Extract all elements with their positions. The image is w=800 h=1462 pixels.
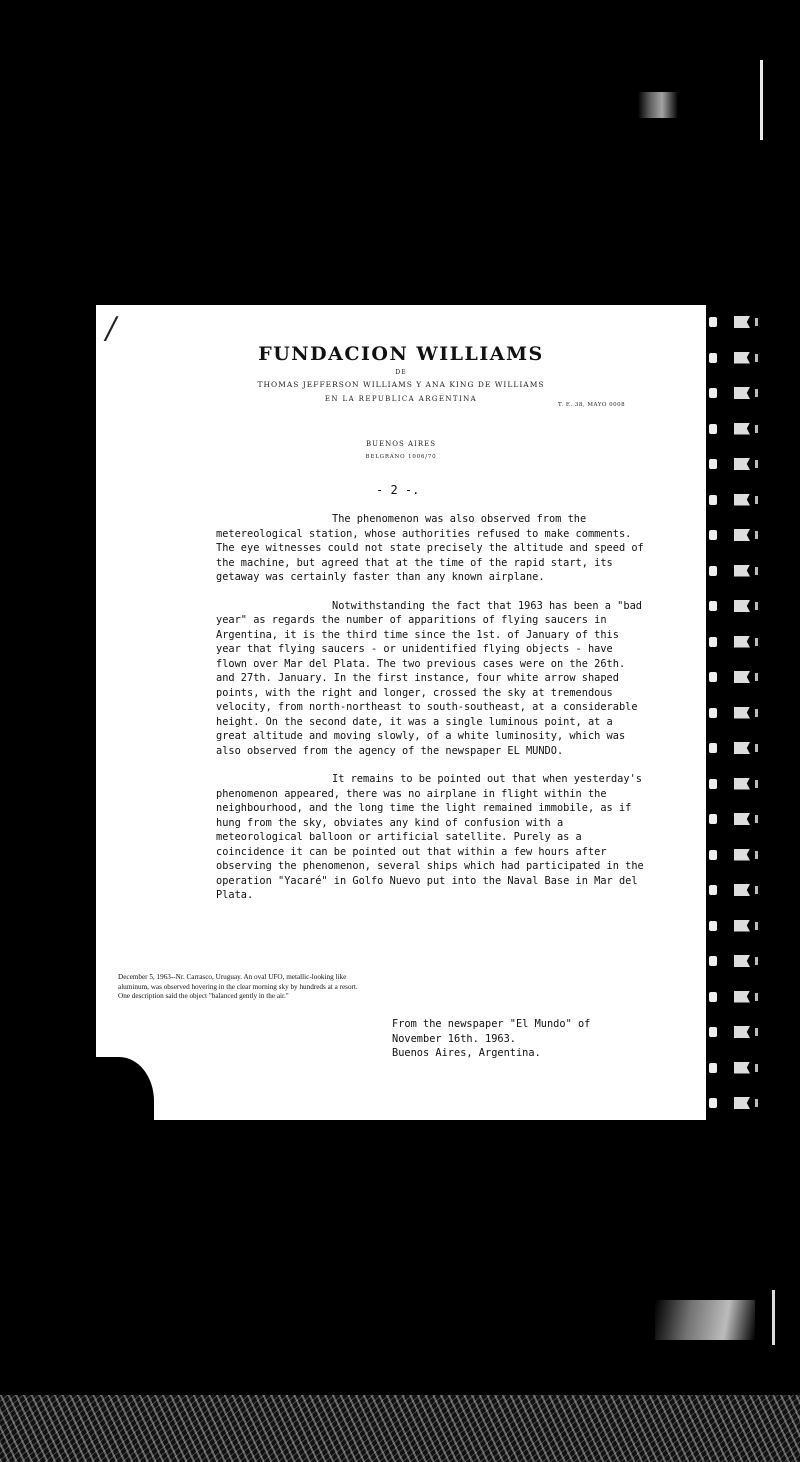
page-number: - 2 -. — [376, 483, 420, 497]
perforation-tick — [755, 780, 758, 788]
perforation-mark — [734, 742, 750, 754]
perforation-hole — [709, 1098, 717, 1108]
letterhead-street: BELGRANO 1006/70 — [365, 454, 437, 460]
perforation-row — [706, 670, 766, 684]
perforation-hole — [709, 637, 717, 647]
perforation-row — [706, 315, 766, 329]
perforation-hole — [709, 566, 717, 576]
perforation-tick — [755, 744, 758, 752]
perforation-hole — [709, 956, 717, 966]
perforation-hole — [709, 992, 717, 1002]
perforation-row — [706, 1061, 766, 1075]
perforation-tick — [755, 602, 758, 610]
letterhead-de: DE — [395, 369, 407, 376]
perforation-tick — [755, 567, 758, 575]
perforation-row — [706, 635, 766, 649]
perforation-hole — [709, 743, 717, 753]
perforation-mark — [734, 707, 750, 719]
paragraph-2: Notwithstanding the fact that 1963 has been a "bad year" as regards the number of apparitions of flying saucers in Argentina, it is the third time since the 1st. of January of this year that flying saucers - or unidentified flying objects - have flown over Mar del Plata. The two previous cases were on the 26th. and 27th. January. In the first instance, four white arrow shaped points, with the right and longer, crossed the sky at tremendous velocity, from north-northeast to south-southeast, at a considerable height. On the second date, it was a single luminous point, at a great altitude and moving slowly, of a white luminosity, which was also observed from the agency of the newspaper EL MUNDO. — [216, 599, 649, 757]
perforation-row — [706, 777, 766, 791]
perforation-hole — [709, 1027, 717, 1037]
perforation-mark — [734, 352, 750, 364]
perforation-hole — [709, 672, 717, 682]
letterhead-title: FUNDACION WILLIAMS — [258, 343, 544, 365]
perforation-mark — [734, 671, 750, 683]
source-line-1: From the newspaper "El Mundo" of — [392, 1018, 591, 1030]
scan-artifact-top — [638, 92, 678, 118]
perforation-hole — [709, 495, 717, 505]
perforation-row — [706, 990, 766, 1004]
source-line-3: Buenos Aires, Argentina. — [392, 1047, 541, 1059]
perforation-mark — [734, 1097, 750, 1109]
perforation-row — [706, 883, 766, 897]
perforation-mark — [734, 458, 750, 470]
perforation-mark — [734, 1062, 750, 1074]
paragraph-3: It remains to be pointed out that when yesterday's phenomenon appeared, there was no airplane in flight within the neighbourhood, and the long time the light remained immobile, as if hung from the sky, obviates any kind of confusion with a meteorological balloon or artificial satellite. Purely as a coincidence it can be pointed out that within a few hours after observing the phenomenon, several ships which had participated in the operation "Yacaré" in Golfo Nuevo put into the Naval Base in Mar del Plata. — [216, 773, 650, 901]
letterhead-city: BUENOS AIRES — [365, 440, 437, 448]
perforation-tick — [755, 922, 758, 930]
clipping-caption: December 5, 1963--Nr. Carrasco, Uruguay. An oval UFO, metallic-looking like aluminum, was observed hovering in the clear morning sky by hundreds at a resort. One description said the object "balanced gently in the air." — [118, 973, 358, 1000]
film-edge-bottom — [772, 1290, 775, 1345]
perforation-hole — [709, 317, 717, 327]
letterhead-names: THOMAS JEFFERSON WILLIAMS Y ANA KING DE WILLIAMS — [257, 380, 545, 389]
perforation-hole — [709, 885, 717, 895]
perforation-mark — [734, 494, 750, 506]
source-line-2: November 16th. 1963. — [392, 1032, 516, 1045]
perforation-row — [706, 351, 766, 365]
letter-body — [216, 512, 650, 917]
perforation-hole — [709, 850, 717, 860]
perforation-tick — [755, 993, 758, 1001]
perforation-tick — [755, 851, 758, 859]
perforation-mark — [734, 529, 750, 541]
letterhead-phone: T. E. 38, MAYO 0008 — [558, 402, 626, 408]
perforation-mark — [734, 387, 750, 399]
perforation-row — [706, 812, 766, 826]
perforation-tick — [755, 1099, 758, 1107]
perforation-mark — [734, 423, 750, 435]
perforation-row — [706, 493, 766, 507]
perforation-hole — [709, 353, 717, 363]
perforation-tick — [755, 318, 758, 326]
perforation-tick — [755, 815, 758, 823]
perforation-tick — [755, 673, 758, 681]
perforation-mark — [734, 600, 750, 612]
film-edge-top — [760, 60, 763, 140]
perforation-row — [706, 528, 766, 542]
scan-artifact-bottom — [655, 1300, 755, 1340]
perforation-tick — [755, 460, 758, 468]
pen-mark: / — [106, 311, 117, 346]
perforation-mark — [734, 813, 750, 825]
source-attribution — [392, 1017, 662, 1061]
perforation-hole — [709, 424, 717, 434]
perforation-mark — [734, 778, 750, 790]
perforation-tick — [755, 1064, 758, 1072]
perforation-tick — [755, 1028, 758, 1036]
perforation-row — [706, 848, 766, 862]
perforation-mark — [734, 565, 750, 577]
perforation-tick — [755, 354, 758, 362]
perforation-tick — [755, 886, 758, 894]
perforation-row — [706, 1096, 766, 1110]
perforation-tick — [755, 496, 758, 504]
perforation-hole — [709, 1063, 717, 1073]
perforation-row — [706, 386, 766, 400]
perforation-row — [706, 564, 766, 578]
perforation-tick — [755, 531, 758, 539]
perforation-mark — [734, 955, 750, 967]
perforation-mark — [734, 636, 750, 648]
perforation-mark — [734, 920, 750, 932]
perforation-row — [706, 1025, 766, 1039]
perforation-mark — [734, 1026, 750, 1038]
perforation-hole — [709, 601, 717, 611]
perforation-mark — [734, 884, 750, 896]
paragraph-1: The phenomenon was also observed from the metereological station, whose authorities refused to make comments. The eye witnesses could not state precisely the altitude and speed of the machine, but agreed that at the time of the rapid start, its getaway was certainly faster than any known airplane. — [216, 513, 650, 583]
perforation-mark — [734, 991, 750, 1003]
perforation-row — [706, 457, 766, 471]
perforation-tick — [755, 425, 758, 433]
perforation-hole — [709, 459, 717, 469]
perforation-mark — [734, 316, 750, 328]
perforation-hole — [709, 388, 717, 398]
perforation-tick — [755, 957, 758, 965]
scan-shadow — [96, 1057, 154, 1120]
perforation-hole — [709, 814, 717, 824]
perforation-tick — [755, 709, 758, 717]
film-noise-strip — [0, 1395, 800, 1462]
perforation-tick — [755, 389, 758, 397]
perforation-mark — [734, 849, 750, 861]
perforation-row — [706, 599, 766, 613]
perforation-row — [706, 919, 766, 933]
perforation-hole — [709, 708, 717, 718]
perforation-hole — [709, 779, 717, 789]
perforation-hole — [709, 530, 717, 540]
film-perforations — [706, 305, 766, 1120]
perforation-row — [706, 741, 766, 755]
perforation-row — [706, 422, 766, 436]
perforation-row — [706, 954, 766, 968]
perforation-hole — [709, 921, 717, 931]
perforation-row — [706, 706, 766, 720]
perforation-tick — [755, 638, 758, 646]
document-page — [96, 305, 706, 1120]
letterhead-country: EN LA REPUBLICA ARGENTINA — [324, 395, 478, 403]
